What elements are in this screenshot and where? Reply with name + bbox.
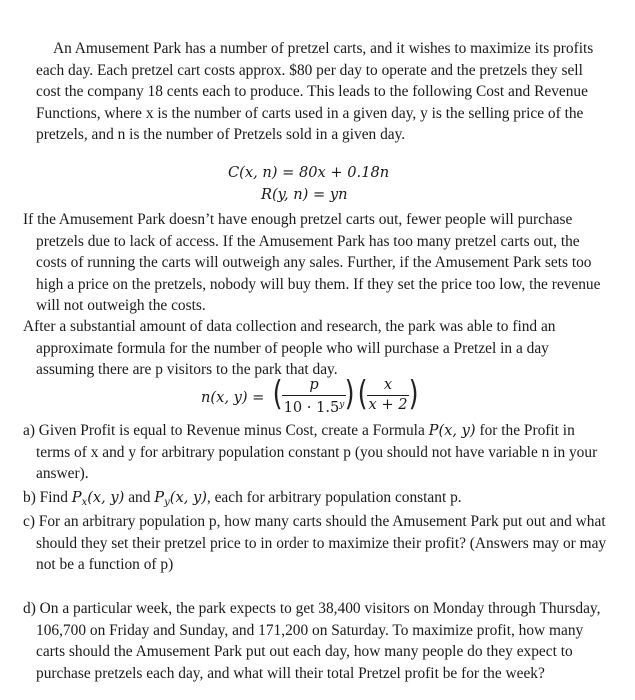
question-d: d) On a particular week, the park expects to get 38,400 visitors on Monday through Thursday, 106,700 on Friday and Sunday, and 171,200 on Saturday. To maximize profit, how many carts should the Amusement Park put out each day, how many people do they expect to purchase pretzels each day, and what will their total Pretzel profit be for the week? xyxy=(23,600,601,682)
cost-equation-text: C(x, n) = 80x + 0.18n xyxy=(228,164,390,181)
fraction-carts xyxy=(367,376,409,414)
question-b-text-start: b) Find xyxy=(23,489,72,506)
data-collection-paragraph: After a substantial amount of data collection and research, the park was able to find an approximate formula for the number of people who will purchase a Pretzel in a day assuming there are p visitors to the park that day. xyxy=(23,318,556,379)
partial-py-symbol: P xyxy=(154,489,165,506)
partial-py-args: (x, y) xyxy=(169,489,207,506)
partial-px-subscript: x xyxy=(81,497,88,508)
fraction-visitors-numerator: p xyxy=(309,376,319,393)
question-b-text-end: , each for arbitrary population constant p. xyxy=(206,489,462,506)
question-a-text-end: for the Profit in terms of x and y for arbitrary population constant p (you should not have variable n in your answer). xyxy=(36,422,598,483)
question-c: c) For an arbitrary population p, how many carts should the Amusement Park put out and what should they set their pretzel price to in order to maximize their profit? (Answers may or may not be a function of p) xyxy=(23,513,607,574)
question-b-conjunction: and xyxy=(124,489,155,506)
fraction-carts-denominator: x + 2 xyxy=(368,396,408,413)
question-a xyxy=(23,420,608,485)
fraction-visitors-denominator xyxy=(282,396,346,417)
demand-formula-lhs: n(x, y) = xyxy=(201,389,265,406)
question-a-formula: P(x, y) xyxy=(428,422,476,439)
question-b xyxy=(23,487,608,514)
partial-px-symbol: P xyxy=(71,489,82,506)
fraction-visitors xyxy=(282,376,346,417)
revenue-equation xyxy=(261,184,348,206)
cost-equation xyxy=(228,162,389,184)
revenue-equation-text: R(y, n) = yn xyxy=(261,186,348,203)
fraction-carts-numerator: x xyxy=(383,376,393,393)
problem-context-paragraph: If the Amusement Park doesn’t have enough pretzel carts out, fewer people will purchase pretzels due to lack of access. If the Amusement Park has too many pretzel carts out, the costs of running the carts will outweigh any sales. Further, if the Amusement Park sets too high a price on the pretzels, nobody will buy them. If they set the price too low, the revenue will not outweigh the costs. xyxy=(23,211,601,315)
partial-py-subscript: y xyxy=(164,497,170,508)
denominator-base: 10 · 1.5 xyxy=(283,399,340,416)
question-a-text-start: a) Given Profit is equal to Revenue minus Cost, create a Formula xyxy=(23,422,429,439)
right-paren-1: ) xyxy=(344,374,355,414)
denominator-exponent: y xyxy=(339,400,345,410)
right-paren-2: ) xyxy=(408,374,419,414)
left-paren-1: ( xyxy=(272,374,283,414)
intro-paragraph: An Amusement Park has a number of pretzel carts, and it wishes to maximize its profits each day. Each pretzel cart costs approx. $80 per day to operate and the pretzels they sell cost the company 18 cents each to produce. This leads to the following Cost and Revenue Functions, where x is the number of carts used in a given day, y is the selling price of the pretzels, and n is the number of Pretzels sold in a given day. xyxy=(36,40,594,144)
partial-px-args: (x, y) xyxy=(87,489,125,506)
left-paren-2: ( xyxy=(357,374,368,414)
